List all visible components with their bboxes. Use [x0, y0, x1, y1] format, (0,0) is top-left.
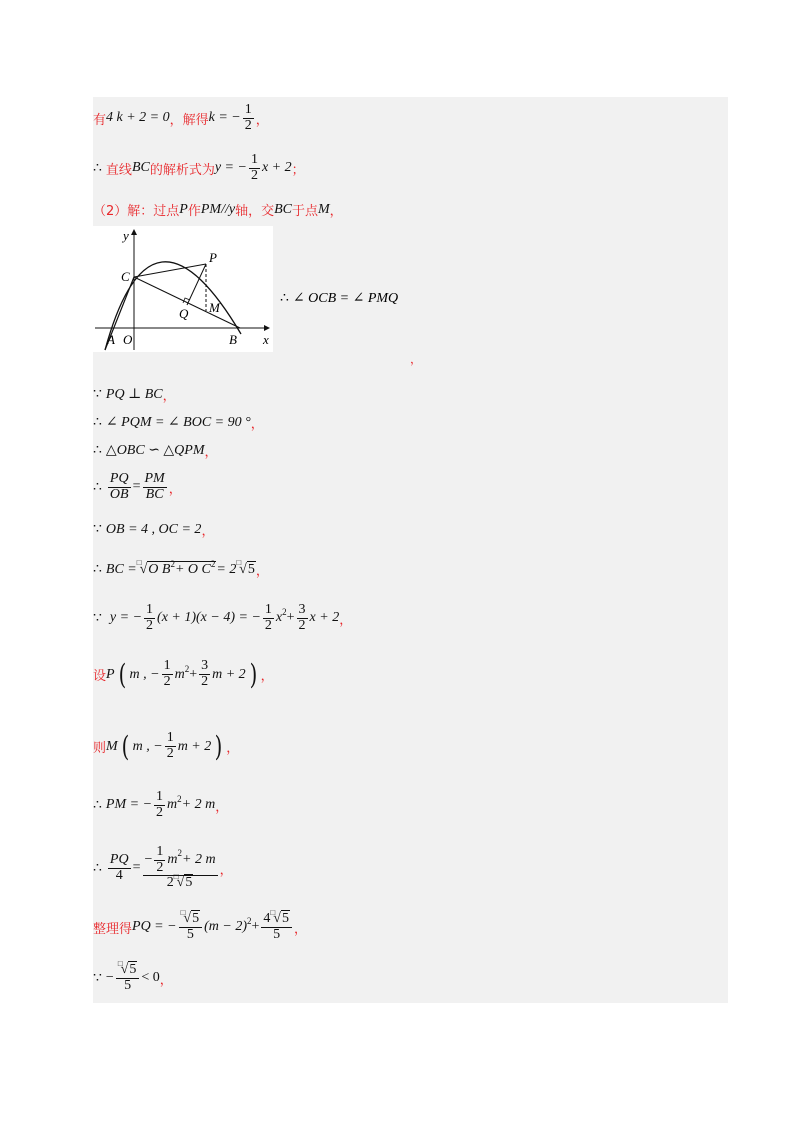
line-5 [93, 385, 176, 404]
radicand-5: 5 [247, 562, 255, 577]
line-17: ∵ − $\frac{^□√5}{5}$ < 0 ， [93, 959, 173, 993]
expr-bc-eq: BC = [105, 561, 137, 577]
because-symbol: ∵ [93, 522, 102, 537]
text-zhou: 轴，交 [235, 204, 275, 219]
therefore-symbol: ∴ [93, 860, 102, 876]
frac-pm-bc: $\frac{PM}{BC}$ [144, 471, 165, 502]
expr-m-plus-2: m + 2 [212, 666, 246, 682]
expr-y: y = − [109, 610, 143, 626]
therefore-symbol: ∴ [93, 797, 102, 813]
expr-m-minus-2: (m − 2) [204, 919, 247, 935]
comma: ， [226, 741, 240, 756]
line-10: ∴ BC = □ √ O $B^2+ O$ $C^2$ = 2 □ √ 5 ， [93, 558, 269, 579]
label-x: x [263, 332, 269, 347]
frac-complex: − $\frac{1}{2}$ m 2 + 2 m 2□√5 [144, 844, 216, 891]
expr-similar: △OBC ∽ △QPM [105, 443, 205, 458]
text-yudian: 于点 [291, 204, 318, 219]
expr-m: m , − [132, 738, 163, 754]
therefore-symbol: ∴ [93, 562, 102, 577]
expr-m-plus-2: m + 2 [177, 738, 212, 754]
frac-pq-4: $\frac{PQ}{4}$ [109, 851, 129, 883]
frac-one-half: $\frac{1}{2}$ [250, 152, 258, 183]
line-1 [93, 103, 269, 133]
label-m: M [209, 300, 220, 315]
line-9 [93, 520, 214, 539]
text-part2: （2）解：过点 [93, 204, 180, 219]
line-14 [93, 790, 228, 820]
expr-m: m , − [129, 666, 160, 682]
text-zhengli: 整理得 [93, 921, 133, 937]
frac-three-half: $\frac{3}{2}$ [201, 658, 209, 689]
therefore-symbol: ∴ [93, 479, 102, 495]
comma: ， [201, 524, 215, 539]
therefore-symbol: ∴ [280, 291, 289, 306]
comma: ， [219, 862, 233, 878]
because-symbol: ∵ [93, 970, 102, 986]
frac-one-half: $\frac{1}{2}$ [244, 102, 252, 133]
line-2 [93, 153, 305, 183]
text-zuo: 作 [187, 204, 201, 219]
expr-p: P [106, 666, 115, 682]
frac-root5-5: $\frac{^□√5}{5}$ [116, 963, 140, 993]
line-12: 设 P ( m , − $\frac{1}{2}$ m 2 + $\frac{3}{2}$ m + 2 ) ， [93, 658, 274, 691]
therefore-symbol: ∴ [93, 160, 102, 176]
expr-m: M [318, 201, 330, 217]
comma: ， [260, 669, 274, 684]
parallel-symbol: // [221, 201, 229, 217]
comma: ， [162, 389, 176, 404]
comma: ， [339, 612, 353, 628]
expr-x: x [275, 610, 283, 626]
semicolon: ； [291, 162, 305, 178]
label-o: O [123, 332, 133, 347]
plus: + [189, 666, 198, 682]
label-c: C [121, 269, 130, 284]
frac-pq-ob: $\frac{PQ}{OB}$ [109, 471, 129, 502]
expr-k: k = − [208, 110, 241, 126]
radical-index: □ [136, 558, 142, 567]
expr-lt-zero: < 0 [141, 970, 160, 986]
expr-angle-eq: ∠ OCB = ∠ PMQ [292, 291, 399, 306]
line-6 [93, 413, 264, 432]
expr-m-sq: m [174, 666, 185, 682]
expr-pm: PM [200, 201, 222, 217]
radical-index: □ [236, 558, 242, 567]
frac-4root5-5: $\frac{4^□√5}{5}$ [261, 912, 292, 942]
comma: ， [204, 445, 218, 460]
expr-p: P [179, 201, 188, 217]
text-you: 有 [93, 112, 107, 128]
expr-bc: BC [274, 201, 292, 217]
comma: ， [255, 112, 269, 128]
expr-pq-eq: PQ = − [132, 919, 177, 935]
exponent-2: 2 [184, 663, 190, 674]
line-16 [93, 908, 307, 942]
expr-bc: BC [131, 160, 150, 176]
comma: ， [329, 204, 343, 219]
line-7 [93, 441, 218, 460]
comma: ， [159, 972, 173, 988]
expr-factored: (x + 1)(x − 4) = − [157, 610, 261, 626]
comma: ， [250, 417, 264, 432]
label-a: A [107, 332, 115, 347]
label-b: B [229, 332, 237, 347]
floating-comma: ， [410, 352, 423, 366]
exponent-2: 2 [282, 607, 287, 618]
frac-one-half: $\frac{1}{2}$ [264, 602, 272, 633]
frac-one-half: $\frac{1}{2}$ [146, 602, 154, 633]
comma: ， [293, 921, 307, 937]
label-q: Q [179, 306, 189, 321]
expr-m-point: M [106, 738, 118, 754]
text-ze: 则 [93, 741, 107, 756]
expr-2root5: = 2 [216, 561, 237, 577]
text-jiede: ，解得 [169, 112, 209, 128]
frac-one-half: $\frac{1}{2}$ [166, 730, 174, 761]
expr-plus-2m: + 2 m [181, 797, 216, 813]
frac-root5-5: $\frac{^□√5}{5}$ [179, 912, 203, 942]
text-she: 设 [93, 669, 107, 684]
expr-4k2: 4 k + 2 = 0 [106, 110, 170, 126]
line-15: ∴ $\frac{PQ}{4}$ = − $\frac{1}{2}$ m 2 + 2 m 2□√5 ， [93, 844, 233, 891]
expr-right-angle: ∠ PQM = ∠ BOC = 90 ° [105, 415, 251, 430]
expr-x2: x + 2 [261, 160, 292, 176]
therefore-symbol: ∴ [93, 443, 102, 458]
comma: ， [215, 799, 229, 815]
expr-y-axis: y [228, 201, 236, 217]
exponent-2: 2 [177, 794, 182, 805]
plus: + [286, 610, 295, 626]
figure-svg [93, 226, 273, 352]
frac-three-half: $\frac{3}{2}$ [298, 602, 306, 633]
because-symbol: ∵ [93, 387, 102, 402]
plus: + [251, 919, 260, 935]
text-zhixian: 直线 [105, 162, 132, 178]
frac-one-half: $\frac{1}{2}$ [156, 789, 164, 820]
comma: ， [255, 564, 269, 579]
label-y: y [123, 228, 129, 243]
comma: ， [168, 481, 182, 497]
expr-lengths: OB = 4 , OC = 2 [105, 521, 202, 537]
exponent-2: 2 [247, 916, 252, 927]
line-8: ∴ $\frac{PQ}{OB}$ = $\frac{PM}{BC}$ ， [93, 471, 182, 502]
expr-y: y = − [214, 160, 247, 176]
angle-relation [280, 290, 398, 307]
therefore-symbol: ∴ [93, 415, 102, 430]
expr-x-plus-2: x + 2 [309, 610, 340, 626]
expr-m: m [167, 797, 178, 813]
radicand: O $B^2+ O$ $C^2$ [148, 559, 216, 577]
line-11 [93, 603, 352, 633]
frac-one-half: $\frac{1}{2}$ [163, 658, 171, 689]
label-p: P [209, 250, 217, 265]
expr-pm-eq: PM = − [105, 797, 153, 813]
expr-perp: PQ ⊥ BC [105, 387, 163, 402]
line-3 [93, 200, 343, 219]
text-jiexishi: 的解析式为 [149, 162, 215, 178]
parabola-figure [93, 226, 273, 352]
line-13: 则 M ( m , − $\frac{1}{2}$ m + 2 ) ， [93, 730, 240, 763]
because-symbol: ∵ [93, 610, 102, 626]
